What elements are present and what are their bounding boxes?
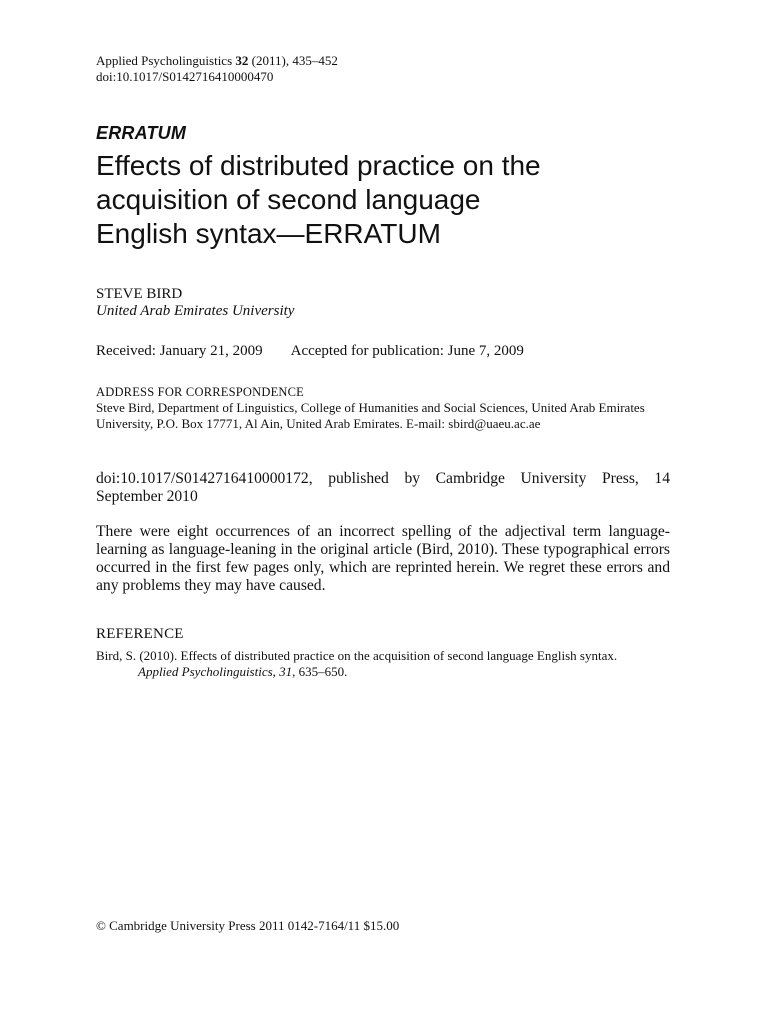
journal-citation (96, 53, 670, 69)
correspondence-block (96, 384, 670, 432)
title-line-1: Effects of distributed practice on the (96, 150, 541, 181)
dates-line (96, 343, 670, 360)
author-block (96, 286, 670, 320)
author-name: STEVE BIRD (96, 286, 183, 302)
reference-entry-start: Bird, S. (2010). Effects of distributed practice on the acquisition of second language English syntax. (96, 648, 618, 663)
article-title (96, 149, 670, 251)
journal-name: Applied Psycholinguistics (96, 53, 233, 68)
correspondence-text: Steve Bird, Department of Linguistics, College of Humanities and Social Sciences, United Arab Emirates University, P.O. Box 17771, Al Ain, United Arab Emirates. E-mail: sbird@uaeu.ac.ae (96, 400, 645, 431)
received-date: Received: January 21, 2009 (96, 343, 263, 359)
author-affiliation: United Arab Emirates University (96, 303, 295, 319)
body-paragraph-2: There were eight occurrences of an incorrect spelling of the adjectival term language-learning as language-leaning in the original article (Bird, 2010). These typographical errors occurred in the first few pages only, which are reprinted herein. We regret these errors and any problems they may have caused. (96, 523, 670, 594)
reference-journal: Applied Psycholinguistics, 31 (138, 664, 293, 679)
reference-heading: REFERENCE (96, 626, 184, 642)
body-paragraph-1: doi:10.1017/S0142716410000172, published by Cambridge University Press, 14 September 2010 (96, 470, 670, 505)
journal-doi[interactable]: doi:10.1017/S0142716410000470 (96, 69, 274, 84)
journal-header (96, 53, 670, 85)
reference-entry-continuation (96, 664, 670, 680)
copyright-footer: © Cambridge University Press 2011 0142-7164/11 $15.00 (96, 918, 400, 933)
title-line-2: acquisition of second language (96, 184, 481, 215)
reference-entry (96, 648, 670, 680)
reference-pages: , 635–650. (292, 664, 348, 679)
accepted-date: Accepted for publication: June 7, 2009 (290, 343, 524, 359)
correspondence-heading: ADDRESS FOR CORRESPONDENCE (96, 385, 305, 399)
title-line-3: English syntax—ERRATUM (96, 218, 441, 249)
journal-volume: 32 (235, 53, 249, 68)
journal-year-pages: (2011), 435–452 (251, 53, 338, 68)
article-type-label: ERRATUM (96, 123, 187, 143)
